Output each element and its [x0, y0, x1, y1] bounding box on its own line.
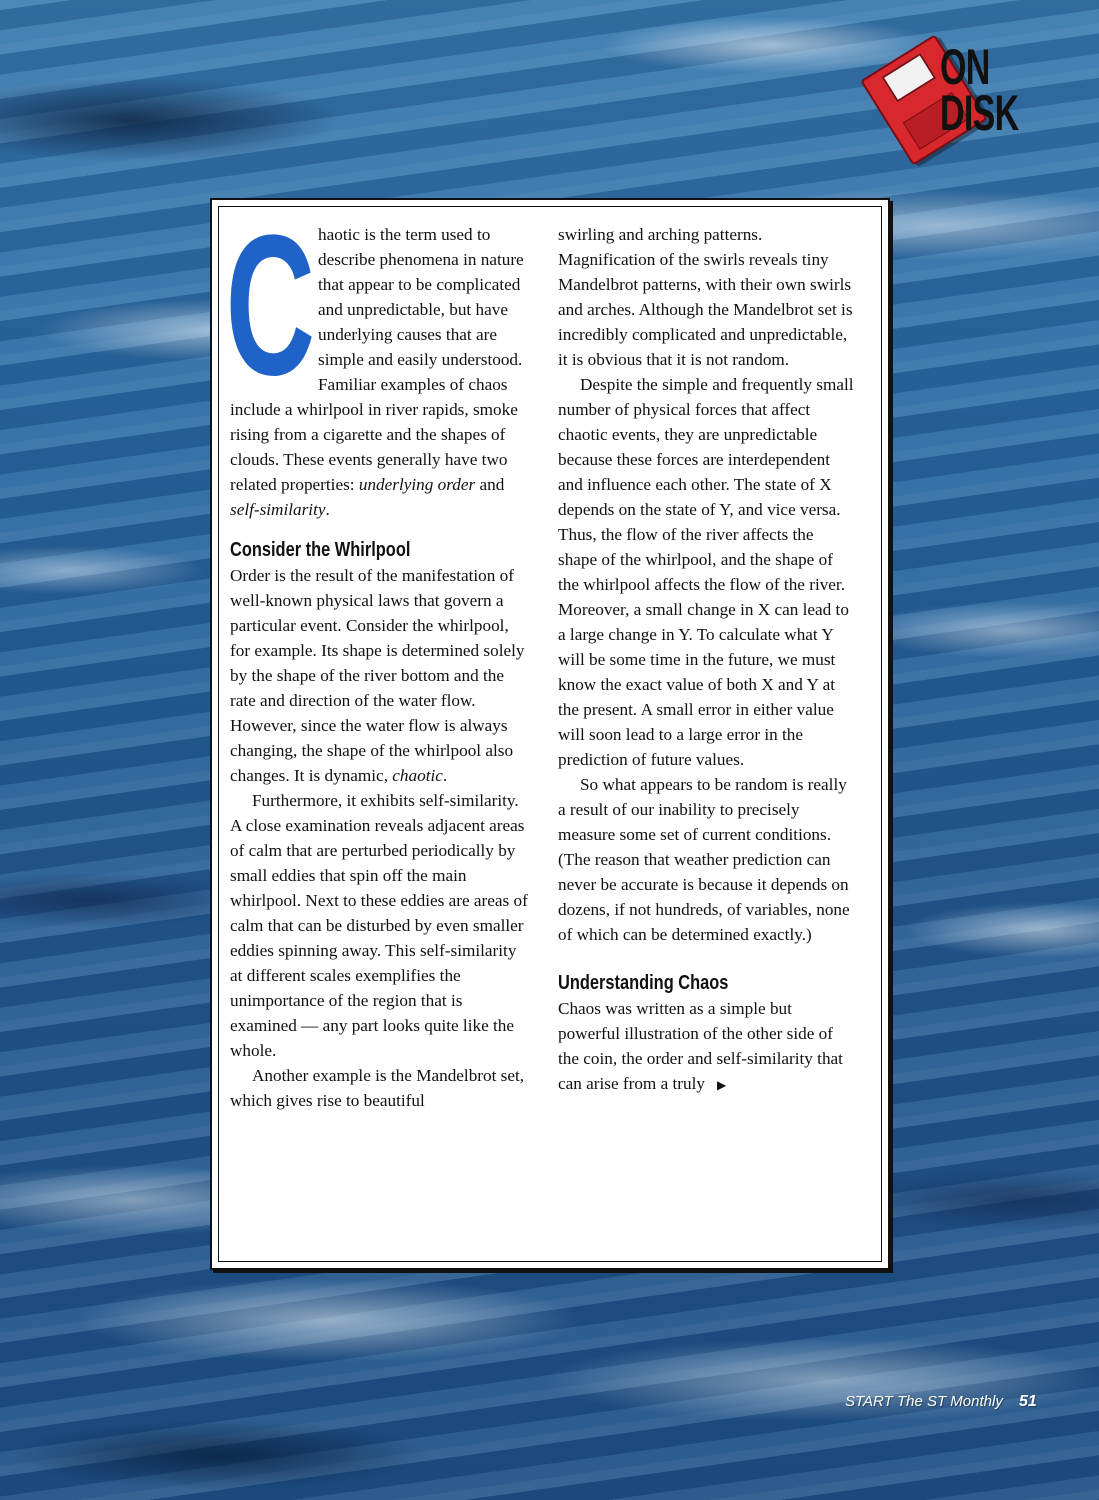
intro-em-similarity: self-similarity [230, 500, 326, 519]
dropcap-c-glyph [225, 193, 316, 418]
heading-understanding-chaos: Understanding Chaos [558, 972, 729, 994]
whirlpool-text: Order is the result of the manifestation of well-known physical laws that govern a particular event. Consider the whirlpool, for example. Its shape is determined solely by the shape of the river bottom and the rate and direction of the water flow. However, since the water flow is always changing, the shape of the whirlpool also changes. It is dynamic, [230, 566, 525, 785]
on-disk-label [940, 39, 1019, 141]
badge-line-disk: DISK [940, 85, 1019, 141]
chaos-program-paragraph [558, 996, 856, 1098]
continued-arrow-icon: ▶ [716, 1078, 727, 1092]
page-number: 51 [1019, 1393, 1037, 1410]
whirlpool-paragraph [230, 563, 528, 788]
dropcap-letter: C [225, 193, 316, 418]
page-footer [845, 1393, 1037, 1411]
intro-period: . [325, 500, 330, 519]
article-column-left [225, 193, 528, 1113]
random-paragraph: So what appears to be random is really a result of our inability to precisely measure some set of current conditions. (The reason that weather prediction can never be accurate is because it depends on dozens, if not hundreds, of variables, none of which can be determined exactly.) [558, 775, 850, 944]
on-disk-badge [872, 36, 1042, 166]
badge-line-on: ON [940, 39, 990, 95]
self-similarity-paragraph: Furthermore, it exhibits self-similarity. A close examination reveals adjacent areas of calm that are perturbed periodically by small eddies that spin off the main whirlpool. Next to these eddies are areas of calm that can be disturbed by even smaller eddies spinning away. This self-similarity at different scales exemplifies the unimportance of the region that is examined — any part looks quite like the whole. [230, 791, 528, 1060]
magazine-name: START The ST Monthly [845, 1393, 1003, 1410]
intro-em-order: underlying order [358, 475, 476, 494]
forces-paragraph: Despite the simple and frequently small number of physical forces that affect chaotic events, they are unpredictable because these forces are interdependent and influence each other. The state of X depends on the state of Y, and vice versa. Thus, the flow of the river affects the shape of the whirlpool, and the shape of the whirlpool affects the flow of the river. Moreover, a small change in X can lead to a large change in Y. To calculate what Y will be some time in the future, we must know the exact value of both X and Y at the present. A small error in either value will soon lead to a large error in the prediction of future values. [558, 375, 854, 769]
intro-and: and [475, 475, 505, 494]
article-column-right [558, 222, 856, 1098]
dropcap [225, 193, 316, 418]
mandelbrot-paragraph-continued: swirling and arching patterns. Magnification of the swirls reveals tiny Mandelbrot patterns, with their own swirls and arches. Although the Mandelbrot set is incredibly complicated and unpredictable, it is obvious that it is not random. [558, 225, 853, 369]
chaos-program-text: Chaos was written as a simple but powerful illustration of the other side of the coin, the order and self-similarity that can arise from a truly [558, 999, 843, 1093]
mandelbrot-paragraph-start: Another example is the Mandelbrot set, which gives rise to beautiful [230, 1066, 525, 1110]
whirlpool-em-chaotic: chaotic [392, 766, 443, 785]
article-panel [210, 193, 890, 1270]
intro-text: haotic is the term used to describe phenomena in nature that appear to be complicated and unpredictable, but have underlying causes that are simple and easily understood. Familiar examples of chaos include a whirlpool in river rapids, smoke rising from a cigarette and the shapes of clouds. These events generally have two related properties: [230, 225, 524, 494]
heading-consider-whirlpool: Consider the Whirlpool [230, 539, 411, 561]
whirlpool-period: . [442, 766, 448, 785]
